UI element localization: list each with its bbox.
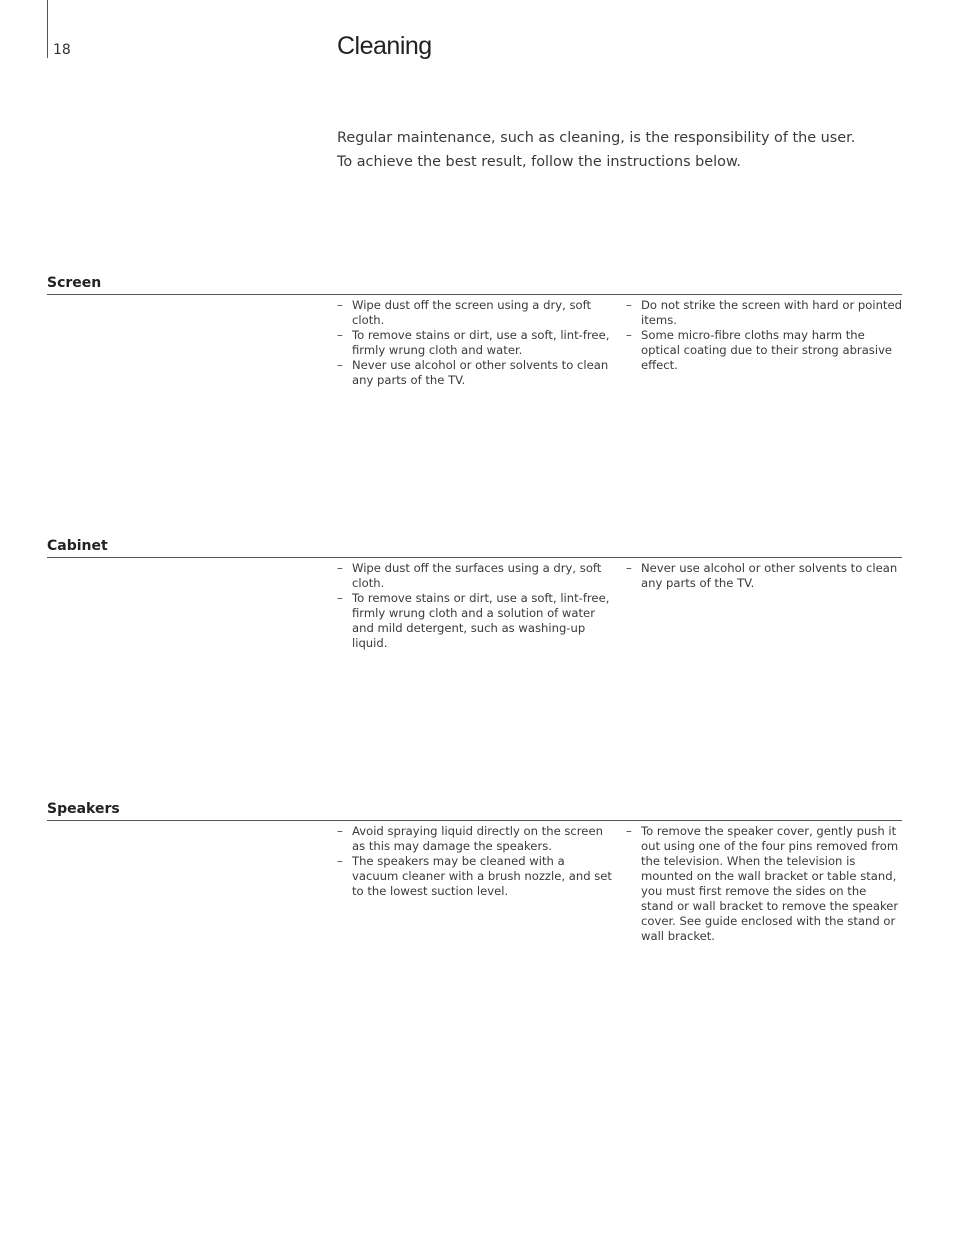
- section-divider: [47, 820, 902, 821]
- instructions-left-column: [337, 561, 612, 651]
- section-cabinet: [47, 537, 902, 650]
- instructions-right-column: [626, 298, 902, 373]
- list-item: – Wipe dust off the surfaces using a dry, soft cloth.: [337, 561, 612, 591]
- instructions-right-column: [626, 561, 902, 591]
- instructions-left-column: [337, 298, 612, 388]
- list-item: – To remove stains or dirt, use a soft, lint-free, firmly wrung cloth and a solution of water and mild detergent, such as washing-up liquid.: [337, 591, 612, 651]
- instructions-left-column: [337, 824, 612, 899]
- section-title: Screen: [47, 275, 102, 291]
- section-divider: [47, 557, 902, 558]
- instructions-right-column: [626, 824, 902, 944]
- section-title: Cabinet: [47, 538, 108, 554]
- list-item: – Do not strike the screen with hard or pointed items.: [626, 298, 902, 328]
- list-item: – Never use alcohol or other solvents to clean any parts of the TV.: [626, 561, 902, 591]
- list-item: – To remove the speaker cover, gently push it out using one of the four pins removed from the television. When the television is mounted on the wall bracket or table stand, you must first remove the sides on the stand or wall bracket to remove the speaker cover. See guide enclosed with the stand or wall bracket.: [626, 824, 902, 944]
- section-screen: [47, 274, 902, 387]
- section-speakers: [47, 800, 902, 943]
- list-item: – To remove stains or dirt, use a soft, lint-free, firmly wrung cloth and water.: [337, 328, 612, 358]
- intro-paragraph: Regular maintenance, such as cleaning, is the responsibility of the user. To achieve the best result, follow the instructions below.: [337, 130, 856, 170]
- section-title: Speakers: [47, 801, 120, 817]
- section-divider: [47, 294, 902, 295]
- list-item: – Avoid spraying liquid directly on the screen as this may damage the speakers.: [337, 824, 612, 854]
- page-margin-rule: [47, 0, 48, 58]
- page-title: Cleaning: [337, 32, 432, 60]
- page-number: 18: [53, 42, 71, 58]
- list-item: – Wipe dust off the screen using a dry, soft cloth.: [337, 298, 612, 328]
- list-item: – Some micro-fibre cloths may harm the optical coating due to their strong abrasive effect.: [626, 328, 902, 373]
- list-item: – The speakers may be cleaned with a vacuum cleaner with a brush nozzle, and set to the lowest suction level.: [337, 854, 612, 899]
- list-item: – Never use alcohol or other solvents to clean any parts of the TV.: [337, 358, 612, 388]
